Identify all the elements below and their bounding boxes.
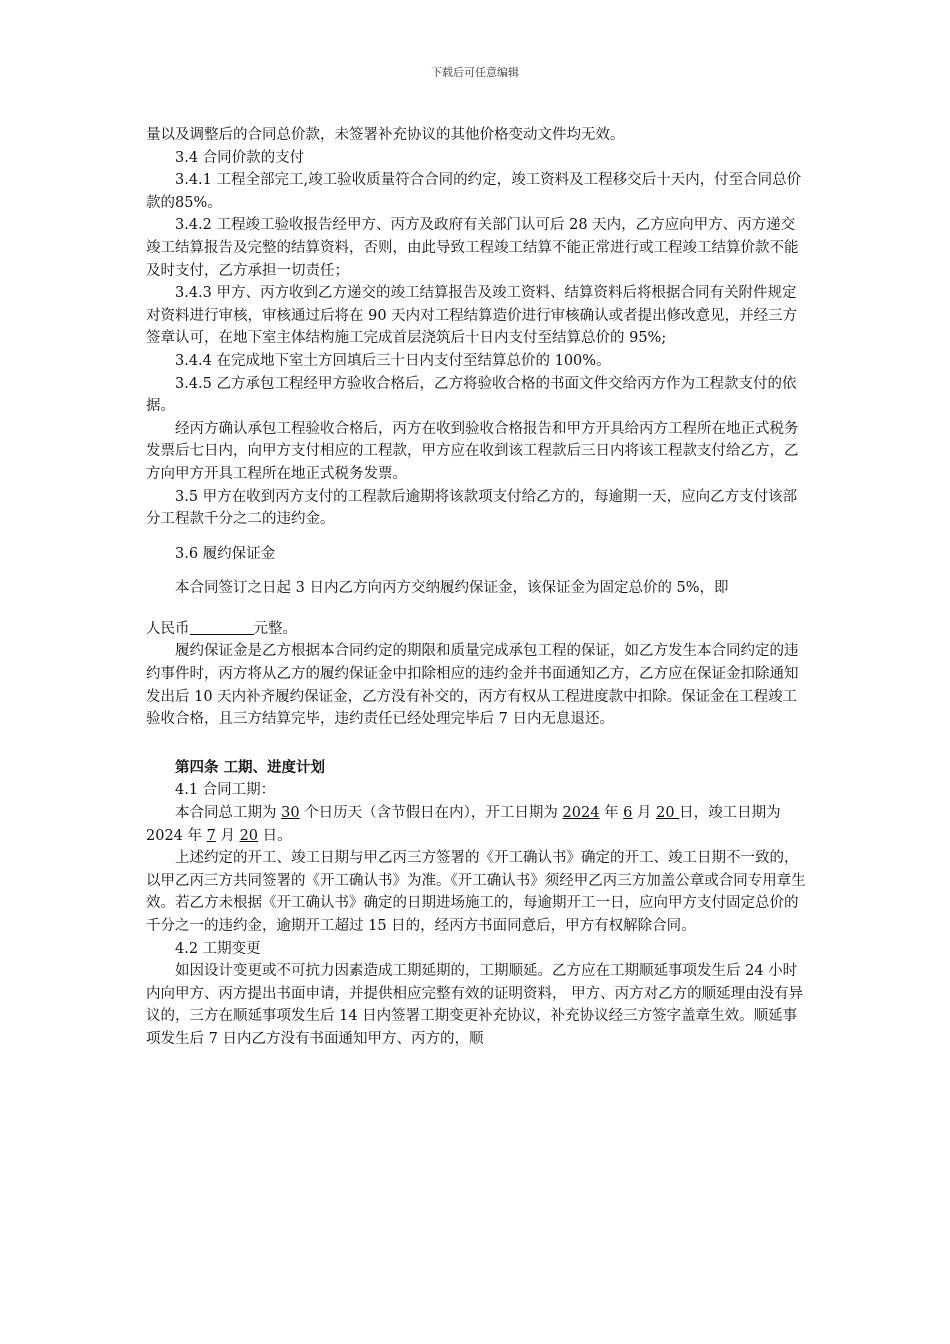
paragraph-payment-process: 经丙方确认承包工程验收合格后，丙方在收到验收合格报告和甲方开具给丙方工程所在地正式税务发票后七日内，向甲方支付相应的工程款，甲方应在收到该工程款后三日内将该工程款支付给乙方，乙方向甲方开具工程所在地正式税务发票。 [146, 420, 799, 482]
article-4-heading: 第四条 工期、进度计划 [175, 758, 326, 776]
clause-3-5: 3.5 甲方在收到丙方支付的工程款后逾期将该款项支付给乙方的，每逾期一天，应向乙方支付该部分工程款千分之二的违约金。 [146, 488, 798, 528]
text-fragment: 年 [599, 805, 624, 822]
start-year: 2024 [562, 805, 600, 822]
paragraph-start-confirmation: 上述约定的开工、竣工日期与甲乙丙三方签署的《开工确认书》确定的开工、竣工日期不一致的，以甲乙丙三方共同签署的《开工确认书》为准。《开工确认书》须经甲乙丙三方加盖公章或合同专用章生效。若乙方未根据《开工确认书》确定的日期进场施工的，每逾期开工一日，应向甲方支付固定总价的千分之一的违约金，逾期开工超过 15 日的，经丙方书面同意后，甲方有权解除合同。 [146, 850, 806, 934]
document-body [146, 124, 806, 1051]
paragraph-schedule-change: 如因设计变更或不可抗力因素造成工期延期的，工期顺延。乙方应在工期顺延事项发生后 24 小时内向甲方、丙方提出书面申请，并提供相应完整有效的证明资料， 甲方、丙方对乙方的顺延理由没有异议的，三方在顺延事项发生后 14 日内签署工期变更补充协议，补充协议经三方签字盖章生效。顺延事项发生后 7 日内乙方没有书面通知甲方、丙方的，顺 [146, 963, 804, 1047]
start-day: 20 [656, 805, 680, 822]
clause-3-4-2: 3.4.2 工程竣工验收报告经甲方、丙方及政府有关部门认可后 28 天内，乙方应向甲方、丙方递交竣工结算报告及完整的结算资料，否则，由此导致工程竣工结算不能正常进行或工程竣工结算价款不能及时支付，乙方承担一切责任； [146, 217, 799, 279]
clause-3-4-4: 3.4.4 在完成地下室土方回填后三十日内支付至结算总价的 100%。 [175, 352, 611, 369]
section-4-2-heading: 4.2 工期变更 [175, 940, 261, 957]
clause-3-4-5: 3.4.5 乙方承包工程经甲方验收合格后，乙方将验收合格的书面文件交给丙方作为工程款支付的依据。 [146, 375, 797, 415]
text-fragment: 本合同总工期为 [175, 805, 282, 822]
text-fragment: 月 [215, 827, 240, 844]
text-fragment: 日。 [258, 827, 292, 844]
text-fragment: 月 [632, 805, 657, 822]
clause-3-4-3: 3.4.3 甲方、丙方收到乙方递交的竣工结算报告及竣工资料、结算资料后将根据合同有关附件规定对资料进行审核，审核通过后将在 90 天内对工程结算造价进行审核确认或者提出修改意见，并经三方签章认可，在地下室主体结构施工完成首层浇筑后十日内支付至结算总价的 95%; [146, 285, 798, 347]
end-month: 7 [206, 827, 216, 844]
amount-suffix: 元整。 [253, 620, 297, 637]
paragraph-deposit-amount [146, 618, 806, 641]
paragraph-price-continued: 量以及调整后的合同总价款，未签署补充协议的其他价格变动文件均无效。 [146, 127, 625, 143]
section-4-1-heading: 4.1 合同工期： [175, 782, 276, 799]
section-3-6-heading: 3.6 履约保证金 [175, 545, 276, 562]
clause-3-4-1: 3.4.1 工程全部完工,竣工验收质量符合合同的约定，竣工资料及工程移交后十天内，付至合同总价款的85%。 [146, 172, 802, 211]
paragraph-deposit-terms: 履约保证金是乙方根据本合同约定的期限和质量完成承包工程的保证，如乙方发生本合同约定的违约事件时，丙方将从乙方的履约保证金中扣除相应的违约金并书面通知乙方，乙方应在保证金扣除通知发出后 10 天内补齐履约保证金，乙方没有补交的，丙方有权从工程进度款中扣除。保证金在工程竣工验收合格，且三方结算完毕，违约责任已经处理完毕后 7 日内无息退还。 [146, 643, 799, 728]
section-3-4-heading: 3.4 合同价款的支付 [175, 149, 305, 166]
amount-blank [190, 620, 254, 635]
end-day: 20 [239, 827, 259, 844]
text-fragment: 日，竣工日期为 2024 年 [146, 805, 781, 844]
page-header: 下载后可任意编辑 [431, 66, 519, 79]
duration-days: 30 [281, 805, 300, 822]
text-fragment: 个日历天（含节假日在内），开工日期为 [299, 805, 563, 822]
paragraph-deposit: 本合同签订之日起 3 日内乙方向丙方交纳履约保证金，该保证金为固定总价的 5%，即 [175, 580, 729, 597]
amount-prefix: 人民币 [146, 620, 190, 637]
paragraph-contract-duration [146, 802, 806, 847]
start-month: 6 [623, 805, 633, 822]
